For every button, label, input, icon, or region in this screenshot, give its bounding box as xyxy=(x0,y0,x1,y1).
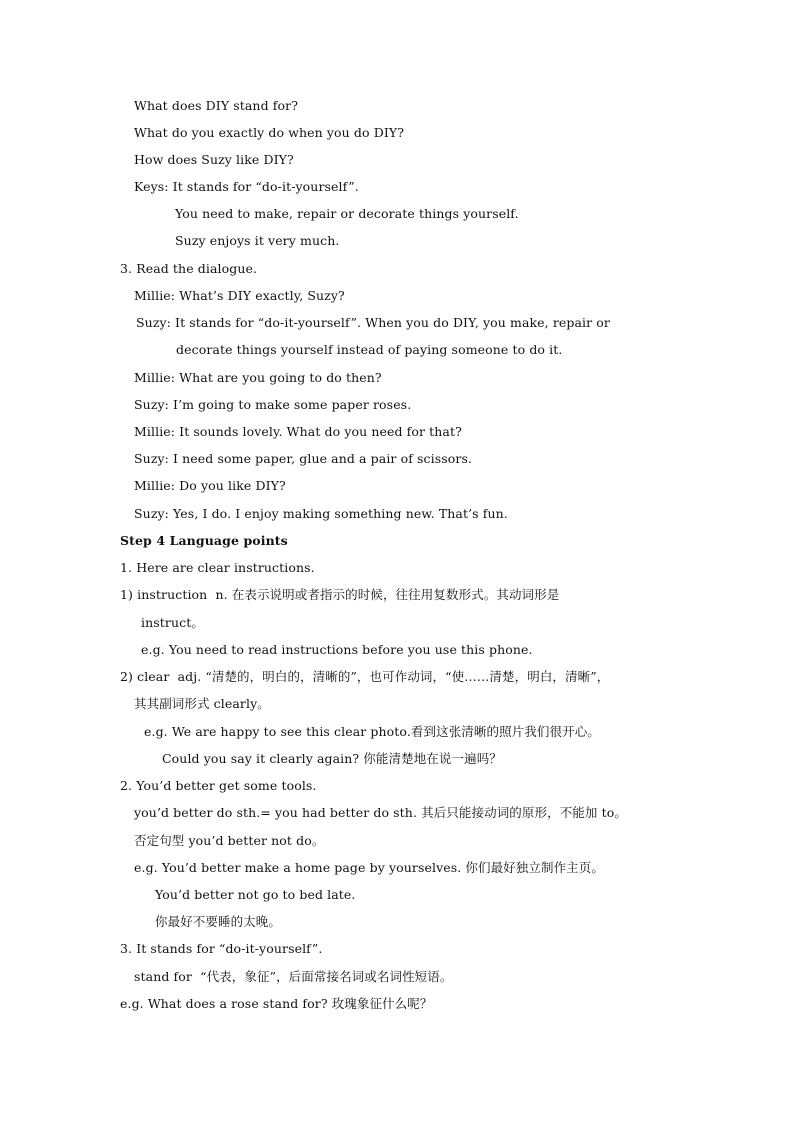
instruction-note-line-1: 1) instruction n. 在表示说明或者指示的时候，往往用复数形式。其动词形是 xyxy=(120,587,560,602)
dialogue-line-1: Millie: What’s DIY exactly, Suzy? xyxy=(134,288,345,303)
dialogue-line-6: Millie: It sounds lovely. What do you need for that? xyxy=(134,424,462,439)
keys-line-1: Keys: It stands for “do-it-yourself”. xyxy=(134,179,359,194)
dialogue-line-5: Suzy: I’m going to make some paper roses. xyxy=(134,397,412,412)
question-line-3: How does Suzy like DIY? xyxy=(134,152,294,167)
better-note-line-1: you’d better do sth.= you had better do sth. 其后只能接动词的原形，不能加 to。 xyxy=(134,805,627,820)
keys-line-2: You need to make, repair or decorate things yourself. xyxy=(175,206,519,221)
keys-line-3: Suzy enjoys it very much. xyxy=(175,233,340,248)
dialogue-line-4: Millie: What are you going to do then? xyxy=(134,370,382,385)
clear-note-line-1: 2) clear adj. “清楚的，明白的，清晰的”，也可作动词，“使……清楚，明白，清晰”， xyxy=(120,669,610,684)
question-line-1: What does DIY stand for? xyxy=(134,98,298,113)
better-note-line-2: 否定句型 you’d better not do。 xyxy=(134,833,325,848)
language-point-1: 1. Here are clear instructions. xyxy=(120,560,315,575)
read-dialogue-heading: 3. Read the dialogue. xyxy=(120,261,258,276)
instruction-note-line-2: instruct。 xyxy=(141,615,204,630)
dialogue-line-9: Suzy: Yes, I do. I enjoy making something new. That’s fun. xyxy=(134,506,508,521)
better-example-2-translation: 你最好不要睡的太晚。 xyxy=(155,914,282,929)
stand-for-note: stand for “代表，象征”，后面常接名词或名词性短语。 xyxy=(134,969,453,984)
language-point-3: 3. It stands for “do-it-yourself”. xyxy=(120,941,323,956)
clear-example-2: Could you say it clearly again? 你能清楚地在说一遍吗？ xyxy=(162,751,502,766)
stand-for-example: e.g. What does a rose stand for? 玫瑰象征什么呢？ xyxy=(120,996,433,1011)
dialogue-line-3: decorate things yourself instead of paying someone to do it. xyxy=(176,342,563,357)
question-line-2: What do you exactly do when you do DIY? xyxy=(134,125,405,140)
instruction-example: e.g. You need to read instructions before you use this phone. xyxy=(141,642,533,657)
clear-example-1: e.g. We are happy to see this clear photo.看到这张清晰的照片我们很开心。 xyxy=(144,724,600,739)
clear-note-line-2: 其其副词形式 clearly。 xyxy=(134,696,270,711)
step-4-heading: Step 4 Language points xyxy=(120,533,288,548)
dialogue-line-7: Suzy: I need some paper, glue and a pair of scissors. xyxy=(134,451,473,466)
better-example-2: You’d better not go to bed late. xyxy=(155,887,356,902)
dialogue-line-8: Millie: Do you like DIY? xyxy=(134,478,286,493)
better-example-1: e.g. You’d better make a home page by yourselves. 你们最好独立制作主页。 xyxy=(134,860,604,875)
language-point-2: 2. You’d better get some tools. xyxy=(120,778,317,793)
dialogue-line-2: Suzy: It stands for “do-it-yourself”. When you do DIY, you make, repair or xyxy=(136,315,610,330)
